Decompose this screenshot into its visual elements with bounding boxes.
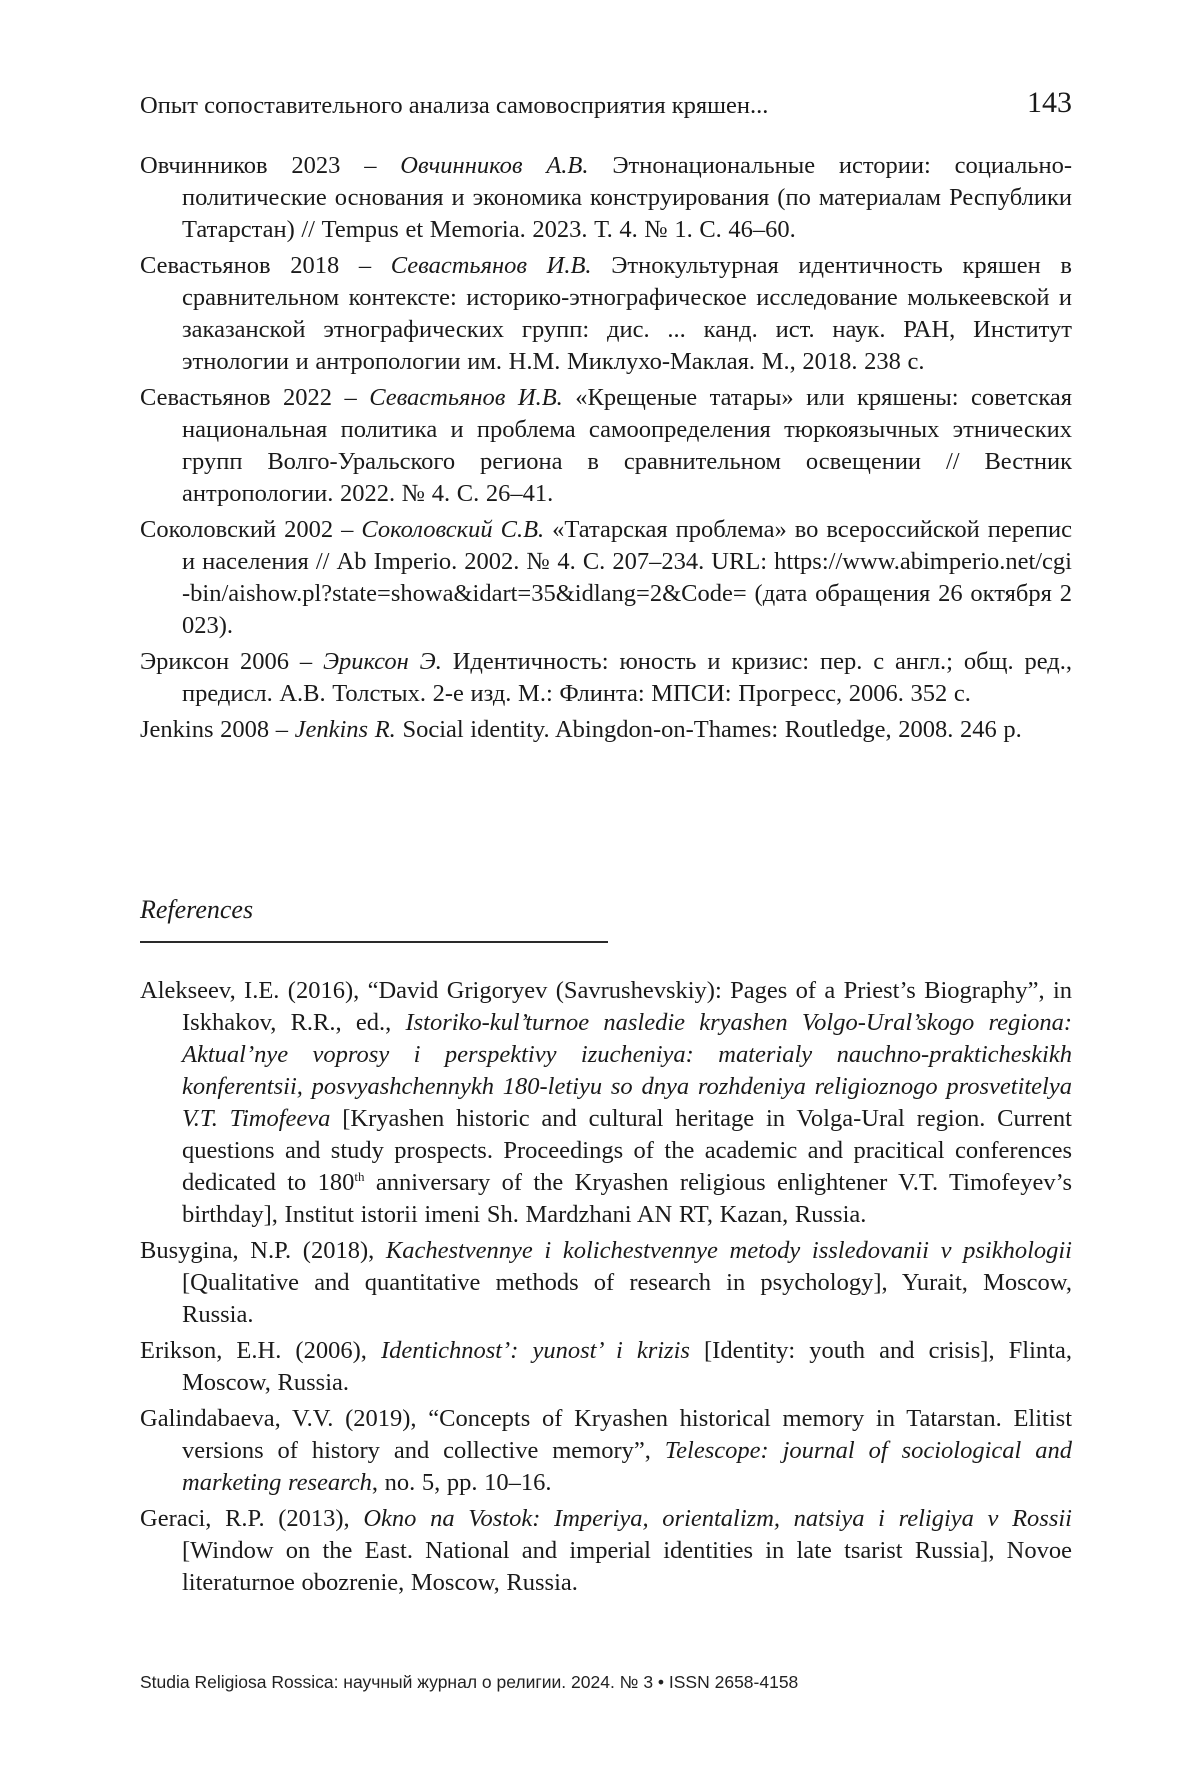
references-list bbox=[140, 975, 1072, 1603]
running-header bbox=[140, 86, 1072, 126]
reference-text: [Identity: youth and crisis], Flinta, Moscow, Russia. bbox=[182, 1337, 1072, 1396]
entry-author: Овчинников А.В. bbox=[400, 152, 589, 179]
entry-author: Соколовский С.В. bbox=[361, 516, 545, 543]
entry-lead: Овчинников 2023 – bbox=[140, 152, 401, 179]
bibliography-entry bbox=[140, 646, 1072, 710]
reference-text: [Qualitative and quantitative methods of research in psychology], Yurait, Moscow, Russia. bbox=[182, 1269, 1072, 1328]
running-title: Опыт сопоставительного анализа самовосприятия кряшен... bbox=[140, 92, 769, 119]
entry-author: Jenkins R. bbox=[294, 716, 396, 743]
entry-lead: Jenkins 2008 – bbox=[140, 716, 295, 743]
reference-title: Istoriko-kul’turnoe nasledie kryashen Volgo-Ural’skogo regiona: Aktual’nye voprosy i perspektivy izucheniya: materialy nauchno-prakticheskikh konferentsii, posvyashchennykh 180-letiyu so dnya rozhdeniya religioznogo prosvetitelya V.T. Timofeeva bbox=[182, 1009, 1072, 1132]
bibliography-entry bbox=[140, 714, 1072, 746]
entry-lead: Эриксон 2006 – bbox=[140, 648, 324, 675]
reference-title: Kachestvennye i kolichestvennye metody issledovanii v psikhologii bbox=[385, 1237, 1072, 1264]
journal-footer: Studia Religiosa Rossica: научный журнал о религии. 2024. № 3 • ISSN 2658-4158 bbox=[140, 1672, 799, 1692]
entry-author: Эриксон Э. bbox=[323, 648, 442, 675]
reference-text: [Kryashen historic and cultural heritage in Volga-Ural region. Current questions and study prospects. Proceedings of the academic and pracitical conferences dedicated to 180 bbox=[182, 1105, 1072, 1196]
reference-text: , no. 5, pp. 10–16. bbox=[371, 1469, 552, 1496]
reference-title: Okno na Vostok: Imperiya, orientalizm, natsiya i religiya v Rossii bbox=[363, 1505, 1072, 1532]
reference-text: [Window on the East. National and imperial identities in late tsarist Russia], Novoe literaturnoe obozrenie, Moscow, Russia. bbox=[182, 1537, 1072, 1596]
entry-text: Этнонациональные истории: социально-политические основания и экономика конструирования (по материалам Республики Татарстан) // Tempus et Memoria. 2023. Т. 4. № 1. С. 46–60. bbox=[182, 152, 1072, 243]
reference-text: anniversary of the Kryashen religious enlightener V.T. Timofeyev’s birthday], Institut istorii imeni Sh. Mardzhani AN RT, Kazan, Russia. bbox=[182, 1169, 1072, 1228]
reference-entry bbox=[140, 1335, 1072, 1399]
entry-lead: Севастьянов 2018 – bbox=[140, 252, 391, 279]
entry-text: Social identity. Abingdon-on-Thames: Routledge, 2008. 246 p. bbox=[395, 716, 1022, 743]
reference-superscript: th bbox=[354, 1168, 365, 1184]
entry-author: Севастьянов И.В. bbox=[390, 252, 592, 279]
entry-text: «Татарская проблема» во всероссийской переписи населения // Ab Imperio. 2002. № 4. С. 207–234. URL: https://www.abimperio.net/cgi-bin/aishow.pl?state=showa&idart=35&idlang=2&Code= (дата обращения 26 октября 2023). bbox=[182, 516, 1072, 639]
reference-text: Busygina, N.P. (2018), bbox=[140, 1237, 386, 1264]
entry-lead: Соколовский 2002 – bbox=[140, 516, 362, 543]
bibliography-entry bbox=[140, 250, 1072, 378]
reference-title: Identichnost’: yunost’ i krizis bbox=[380, 1337, 690, 1364]
references-rule bbox=[140, 941, 608, 943]
reference-title: Telescope: journal of sociological and marketing research bbox=[182, 1437, 1072, 1496]
reference-entry bbox=[140, 1403, 1072, 1499]
reference-entry bbox=[140, 975, 1072, 1231]
bibliography-entry bbox=[140, 382, 1072, 510]
bibliography-entry bbox=[140, 514, 1072, 642]
entry-lead: Севастьянов 2022 – bbox=[140, 384, 370, 411]
entry-text: «Крещеные татары» или кряшены: советская национальная политика и проблема самоопределения тюркоязычных этнических групп Волго-Уральского региона в сравнительном освещении // Вестник антропологии. 2022. № 4. С. 26–41. bbox=[182, 384, 1072, 507]
reference-text: Geraci, R.P. (2013), bbox=[140, 1505, 364, 1532]
bibliography-list bbox=[140, 150, 1072, 750]
reference-text: Galindabaeva, V.V. (2019), “Concepts of Kryashen historical memory in Tatarstan. Elitist versions of history and collective memory”, bbox=[140, 1405, 1072, 1464]
reference-text: Erikson, E.H. (2006), bbox=[140, 1337, 381, 1364]
entry-text: Этнокультурная идентичность кряшен в сравнительном контексте: историко-этнографическое исследование молькеевской и заказанской этнографических групп: дис. ... канд. ист. наук. РАН, Институт этнологии и антропологии им. Н.М. Миклухо-Маклая. М., 2018. 238 с. bbox=[182, 252, 1072, 375]
entry-author: Севастьянов И.В. bbox=[369, 384, 563, 411]
reference-entry bbox=[140, 1503, 1072, 1599]
entry-text: Идентичность: юность и кризис: пер. с англ.; общ. ред., предисл. А.В. Толстых. 2-е изд. М.: Флинта: МПСИ: Прогресс, 2006. 352 с. bbox=[182, 648, 1072, 707]
references-heading: References bbox=[140, 895, 254, 924]
page-number: 143 bbox=[1027, 86, 1072, 119]
reference-text: Alekseev, I.E. (2016), “David Grigoryev (Savrushevskiy): Pages of a Priest’s Biography”, in Iskhakov, R.R., ed., bbox=[140, 977, 1072, 1036]
reference-entry bbox=[140, 1235, 1072, 1331]
bibliography-entry bbox=[140, 150, 1072, 246]
